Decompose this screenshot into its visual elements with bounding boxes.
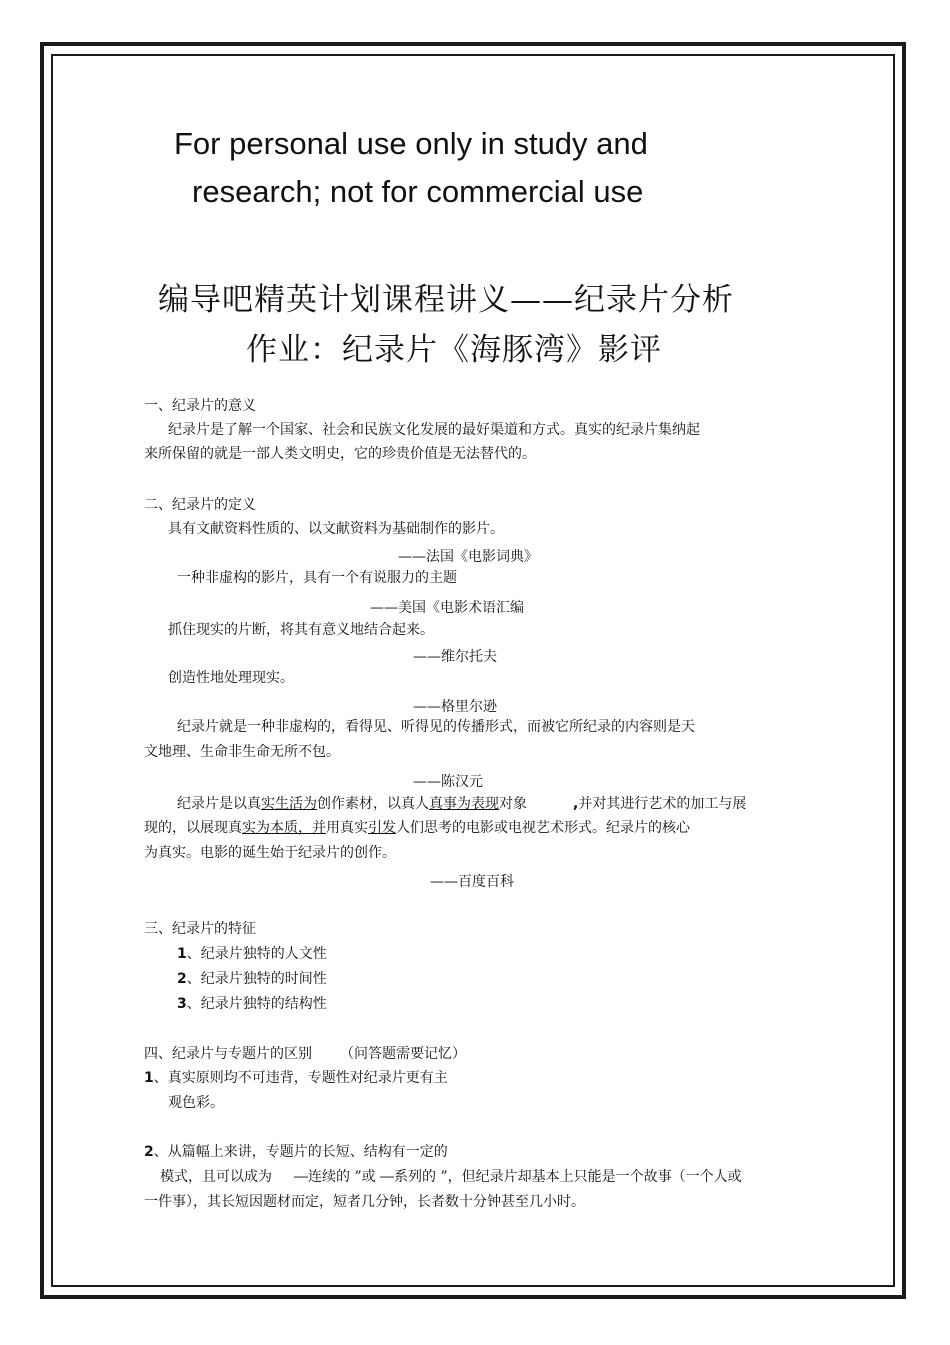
section1-para-line1: 纪录片是了解一个国家、社会和民族文化发展的最好渠道和方式。真实的纪录片集纳起	[168, 422, 700, 438]
definition-5-line2: 文地理、生命非生命无所不包。	[144, 744, 340, 760]
section4-heading-note: （问答题需要记忆）	[340, 1046, 466, 1062]
def6-comma: ,	[573, 796, 579, 812]
difference-1-line1	[144, 1066, 448, 1091]
section1-heading: 一、纪录片的意义	[144, 398, 256, 414]
def6-line2-e: 人们思考的电影或电视艺术形式。纪录片的核心	[396, 820, 690, 836]
feature-text-2: 、纪录片独特的时间性	[186, 971, 327, 987]
section3-heading: 三、纪录片的特征	[144, 921, 256, 937]
difference-2-line3: 一件事），其长短因题材而定，短者几分钟，长者数十分钟甚至几小时。	[144, 1194, 585, 1210]
difference-2-line2a: 模式，且可以成为	[160, 1169, 272, 1185]
definition-6-line3: 为真实。电影的诞生始于纪录片的创作。	[144, 845, 396, 861]
difference-2-line1	[144, 1140, 448, 1165]
difference-1-text: 、真实原则均不可违背，专题性对纪录片更有主	[153, 1070, 448, 1086]
def6-underline-2: 真事为表现	[429, 796, 499, 812]
notice-line-2: research; not for commercial use	[192, 174, 644, 209]
difference-1-num: 1	[144, 1070, 154, 1086]
section4-heading	[144, 1043, 466, 1063]
def6-underline-4: 引发	[368, 820, 396, 836]
difference-2-text: 、从篇幅上来讲，专题片的长短、结构有一定的	[153, 1144, 448, 1160]
feature-item-3	[177, 992, 327, 1017]
source-1: ——法国《电影词典》	[398, 549, 538, 565]
definition-3: 抓住现实的片断，将其有意义地结合起来。	[168, 622, 434, 638]
source-6: ——百度百科	[430, 874, 514, 890]
feature-text-1: 、纪录片独特的人文性	[186, 946, 327, 962]
difference-2-num: 2	[144, 1144, 154, 1160]
feature-num-3: 3	[177, 996, 187, 1012]
difference-2-line2	[160, 1165, 742, 1190]
feature-text-3: 、纪录片独特的结构性	[186, 996, 327, 1012]
section2-heading: 二、纪录片的定义	[144, 497, 256, 513]
def6-text-a: 纪录片是以真	[177, 796, 261, 812]
def6-text-g: 并对其进行艺术的加工与展	[578, 796, 747, 812]
difference-1-line2: 观色彩。	[168, 1095, 224, 1111]
notice-line-1: For personal use only in study and	[174, 126, 648, 161]
source-2: ——美国《电影术语汇编	[370, 600, 524, 616]
section4-heading-text: 四、纪录片与专题片的区别	[144, 1046, 312, 1062]
definition-1: 具有文献资料性质的、以文献资料为基础制作的影片。	[168, 521, 504, 537]
definition-2: 一种非虚构的影片，具有一个有说服力的主题	[177, 570, 457, 586]
source-4: ——格里尔逊	[413, 699, 497, 715]
feature-num-1: 1	[177, 946, 187, 962]
definition-6-line2	[144, 816, 690, 841]
feature-item-1	[177, 942, 327, 967]
document-title: 编导吧精英计划课程讲义——纪录片分析	[158, 282, 734, 318]
source-5: ——陈汉元	[413, 774, 483, 790]
section1-para-line2: 来所保留的就是一部人类文明史，它的珍贵价值是无法替代的。	[144, 446, 536, 462]
def6-line2-a: 现的，以展现真	[144, 820, 242, 836]
def6-underline-1: 实生活为	[261, 796, 317, 812]
feature-num-2: 2	[177, 971, 187, 987]
definition-6-line1	[177, 792, 746, 817]
definition-5-line1: 纪录片就是一种非虚构的，看得见、听得见的传播形式，而被它所纪录的内容则是天	[177, 719, 695, 735]
definition-4: 创造性地处理现实。	[168, 670, 294, 686]
feature-item-2	[177, 967, 327, 992]
def6-line2-c: 用真实	[326, 820, 368, 836]
difference-2-line2b: ―连续的 ”或 ―系列的 ”，但纪录片却基本上只能是一个故事（一个人或	[294, 1169, 742, 1185]
def6-underline-3: 实为本质，并	[242, 820, 326, 836]
def6-text-e: 对象	[499, 796, 527, 812]
source-3: ——维尔托夫	[413, 649, 497, 665]
document-subtitle: 作业：纪录片《海豚湾》影评	[246, 332, 662, 368]
def6-text-c: 创作素材，以真人	[317, 796, 429, 812]
